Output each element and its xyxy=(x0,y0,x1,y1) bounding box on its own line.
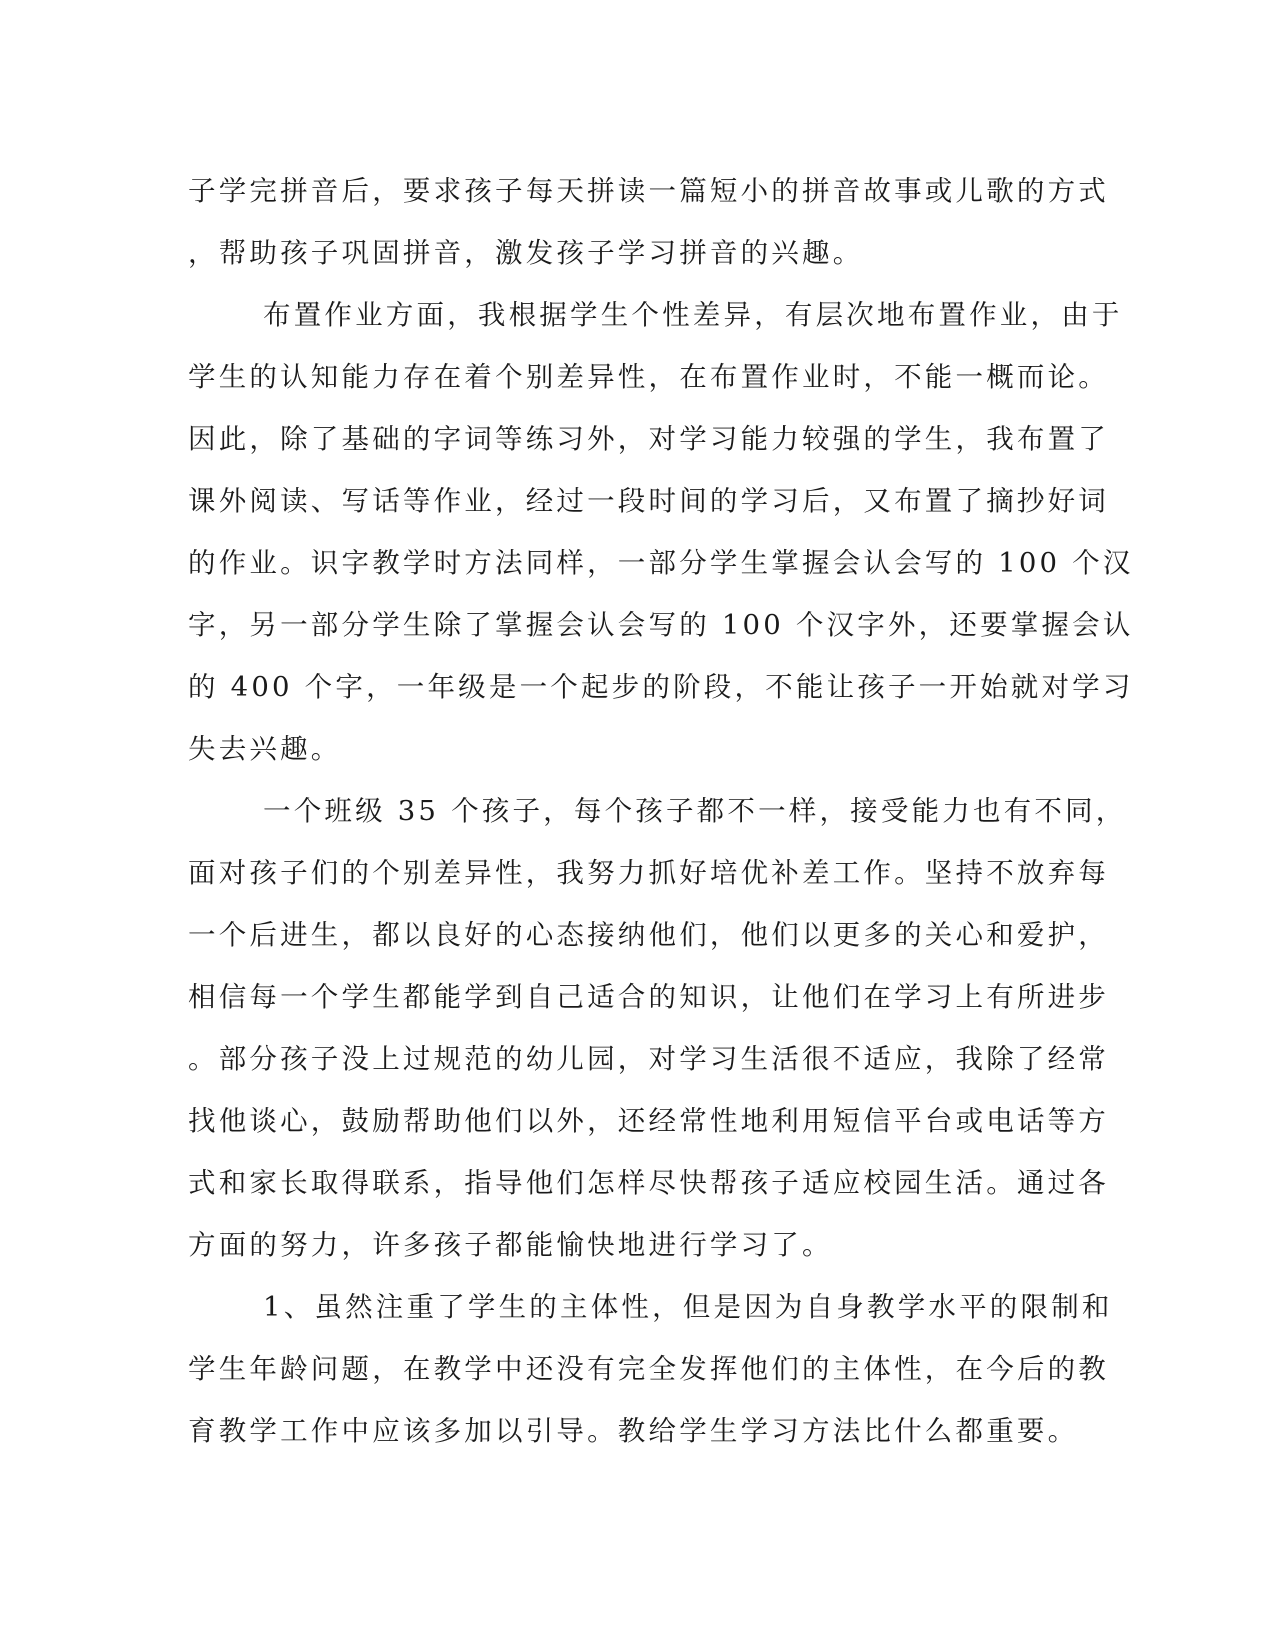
text-line: 。部分孩子没上过规范的幼儿园，对学习生活很不适应，我除了经常 xyxy=(188,1043,1109,1075)
text-line: 式和家长取得联系，指导他们怎样尽快帮孩子适应校园生活。通过各 xyxy=(188,1167,1109,1199)
text-line: 一个后进生，都以良好的心态接纳他们，他们以更多的关心和爱护， xyxy=(188,919,1109,951)
paragraph-start-line: 一个班级 35 个孩子，每个孩子都不一样，接受能力也有不同， xyxy=(263,795,1127,827)
text-line: 的作业。识字教学时方法同样，一部分学生掌握会认会写的 100 个汉 xyxy=(188,547,1134,579)
text-line: 相信每一个学生都能学到自己适合的知识，让他们在学习上有所进步 xyxy=(188,981,1109,1013)
text-line: 失去兴趣。 xyxy=(188,733,342,765)
text-line: 子学完拼音后，要求孩子每天拼读一篇短小的拼音故事或儿歌的方式 xyxy=(188,175,1109,207)
text-line: ，帮助孩子巩固拼音，激发孩子学习拼音的兴趣。 xyxy=(188,237,864,269)
text-line: 课外阅读、写话等作业，经过一段时间的学习后，又布置了摘抄好词 xyxy=(188,485,1109,517)
text-line: 方面的努力，许多孩子都能愉快地进行学习了。 xyxy=(188,1229,833,1261)
text-line: 学生年龄问题，在教学中还没有完全发挥他们的主体性，在今后的教 xyxy=(188,1353,1109,1385)
text-line: 因此，除了基础的字词等练习外，对学习能力较强的学生，我布置了 xyxy=(188,423,1109,455)
text-line: 面对孩子们的个别差异性，我努力抓好培优补差工作。坚持不放弃每 xyxy=(188,857,1109,889)
text-line: 育教学工作中应该多加以引导。教给学生学习方法比什么都重要。 xyxy=(188,1415,1079,1447)
body-text xyxy=(188,160,1134,1462)
text-line: 的 400 个字，一年级是一个起步的阶段，不能让孩子一开始就对学习 xyxy=(188,671,1134,703)
text-line: 学生的认知能力存在着个别差异性，在布置作业时，不能一概而论。 xyxy=(188,361,1109,393)
paragraph-start-line: 布置作业方面，我根据学生个性差异，有层次地布置作业，由于 xyxy=(263,299,1123,331)
text-line: 字，另一部分学生除了掌握会认会写的 100 个汉字外，还要掌握会认 xyxy=(188,609,1134,641)
text-line: 找他谈心，鼓励帮助他们以外，还经常性地利用短信平台或电话等方 xyxy=(188,1105,1109,1137)
paragraph-start-line: 1、虽然注重了学生的主体性，但是因为自身教学水平的限制和 xyxy=(263,1291,1113,1323)
